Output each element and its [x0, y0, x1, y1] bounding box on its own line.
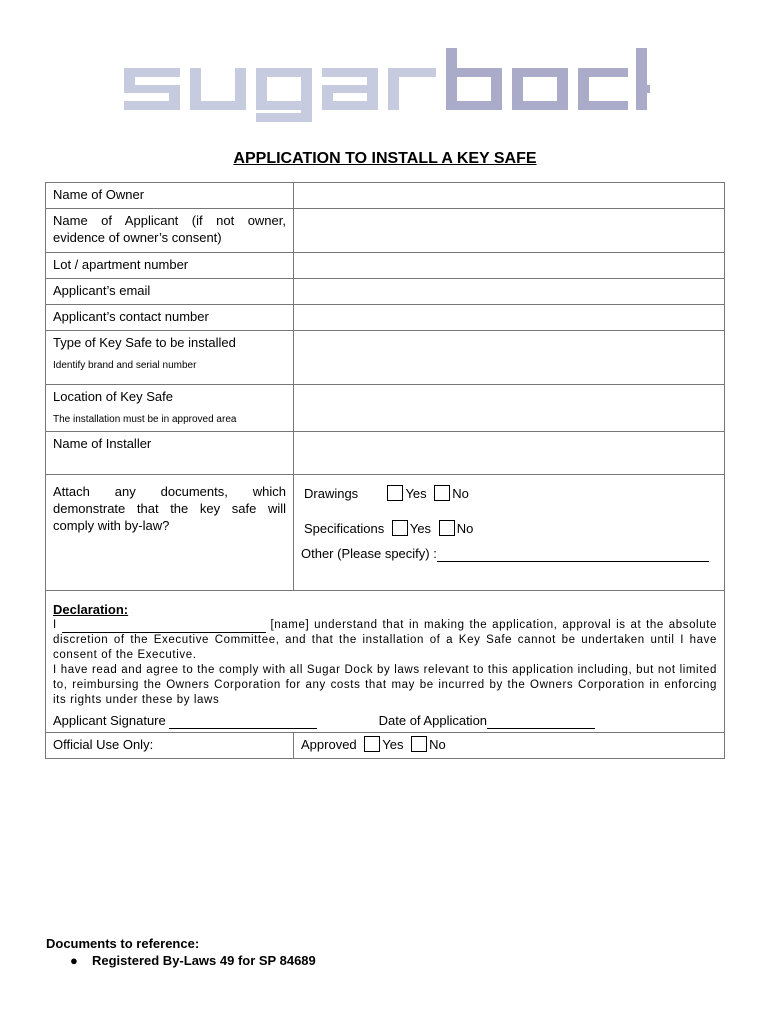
email-label: Applicant’s email	[46, 279, 294, 305]
approved-yes-checkbox[interactable]	[364, 736, 380, 752]
drawings-row	[301, 485, 717, 502]
declaration-paragraph-2: I have read and agree to the comply with all Sugar Dock by laws relevant to this application including, but not limited to, reimbursing the Owners Corporation for any costs that may be incurred by the Owners Corporation in enforcing its rights under these by laws	[53, 664, 717, 706]
other-input-line[interactable]	[437, 547, 709, 562]
lot-field[interactable]	[294, 253, 725, 279]
approved-label: Approved	[301, 737, 357, 752]
drawings-no-checkbox[interactable]	[434, 485, 450, 501]
keysafe-type-cell	[46, 331, 294, 385]
signature-row	[53, 712, 717, 729]
specifications-no-checkbox[interactable]	[439, 520, 455, 536]
approved-no-label: No	[429, 737, 446, 752]
specifications-no-label: No	[456, 521, 474, 536]
references-list	[46, 953, 316, 968]
location-note: The installation must be in approved area	[53, 414, 237, 425]
declaration-text-1: [name] understand that in making the application, approval is at the absolute discretion of the Executive Committee, and that the installation of a Key Safe cannot be undertaken until I have consent of the Executive.	[53, 619, 718, 661]
location-cell	[46, 385, 294, 432]
specifications-label: Specifications	[304, 521, 385, 536]
drawings-no-label: No	[452, 486, 469, 501]
bullet-icon: ●	[70, 953, 78, 968]
lot-label: Lot / apartment number	[46, 253, 294, 279]
owner-field[interactable]	[294, 183, 725, 209]
location-field[interactable]	[294, 385, 725, 432]
installer-label: Name of Installer	[46, 432, 294, 475]
signature-label: Applicant Signature	[53, 713, 166, 728]
specifications-row	[301, 520, 717, 537]
owner-label: Name of Owner	[46, 183, 294, 209]
references-title: Documents to reference:	[46, 936, 200, 951]
contact-field[interactable]	[294, 305, 725, 331]
keysafe-type-note: Identify brand and serial number	[53, 360, 197, 371]
date-label: Date of Application	[378, 713, 488, 728]
specifications-yes-checkbox[interactable]	[392, 520, 408, 536]
other-label: Other (Please specify) :	[301, 546, 437, 561]
declaration-i: I	[53, 619, 57, 631]
date-line[interactable]	[487, 715, 595, 729]
applicant-field[interactable]	[294, 209, 725, 253]
contact-label: Applicant’s contact number	[46, 305, 294, 331]
approved-yes-label: Yes	[382, 737, 404, 752]
specifications-yes-label: Yes	[409, 521, 432, 536]
drawings-yes-checkbox[interactable]	[387, 485, 403, 501]
approved-no-checkbox[interactable]	[411, 736, 427, 752]
location-label: Location of Key Safe	[53, 389, 173, 404]
attach-label	[46, 475, 294, 591]
signature-line[interactable]	[169, 715, 317, 729]
name-input-line[interactable]	[62, 620, 266, 633]
list-item	[70, 953, 316, 968]
drawings-label: Drawings	[304, 486, 359, 501]
attach-options	[294, 475, 725, 591]
keysafe-type-label: Type of Key Safe to be installed	[53, 335, 236, 350]
declaration-paragraph-1	[53, 618, 717, 663]
official-options	[294, 733, 725, 759]
references-section	[46, 936, 316, 968]
other-row	[301, 545, 717, 562]
reference-bylaws: Registered By-Laws 49 for SP 84689	[92, 953, 316, 968]
page-title: APPLICATION TO INSTALL A KEY SAFE	[233, 150, 537, 167]
keysafe-type-field[interactable]	[294, 331, 725, 385]
installer-field[interactable]	[294, 432, 725, 475]
declaration-title: Declaration:	[53, 602, 129, 617]
official-label: Official Use Only:	[46, 733, 294, 759]
drawings-yes-label: Yes	[405, 486, 427, 501]
declaration-cell	[46, 591, 725, 733]
sugardock-logo	[122, 48, 650, 132]
email-field[interactable]	[294, 279, 725, 305]
attach-label-text: Attach any documents, which demonstrate that the key safe will comply with by-law?	[53, 484, 286, 533]
application-form	[45, 182, 725, 759]
applicant-label: Name of Applicant (if not owner, evidence of owner’s consent)	[46, 209, 294, 253]
